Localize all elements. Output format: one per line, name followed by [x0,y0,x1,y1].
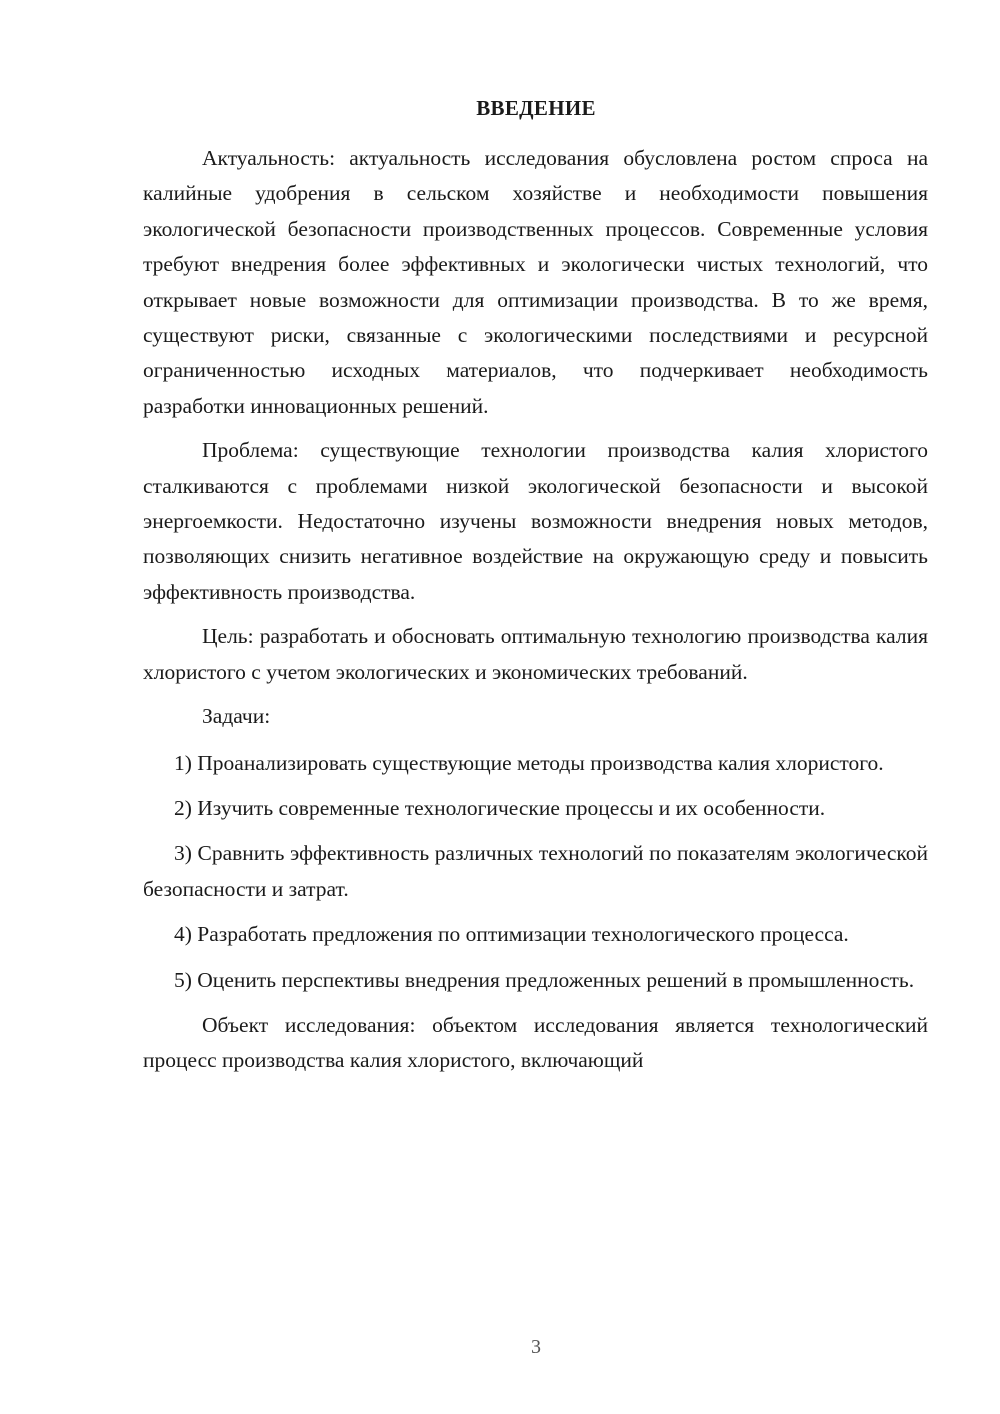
paragraph-relevance: Актуальность: актуальность исследования обусловлена ростом спроса на калийные удобрения в сельском хозяйстве и необходимости повышения экологической безопасности производственных процессов. Современные условия требуют внедрения более эффективных и экологически чистых технологий, что открывает новые возможности для оптимизации производства. В то же время, существуют риски, связанные с экологическими последствиями и ресурсной ограниченностью исходных материалов, что подчеркивает необходимость разработки инновационных решений. [143,146,928,418]
paragraph-problem: Проблема: существующие технологии производства калия хлористого сталкиваются с проблемами низкой экологической безопасности и высокой энергоемкости. Недостаточно изучены возможности внедрения новых методов, позволяющих снизить негативное воздействие на окружающую среду и повысить эффективность производства. [143,438,928,604]
task-item: 4) Разработать предложения по оптимизации технологического процесса. [174,922,849,947]
paragraph-goal: Цель: разработать и обосновать оптимальную технологию производства калия хлористого с учетом экологических и экономических требований. [143,624,928,684]
task-item: 3) Сравнить эффективность различных технологий по показателям экологической безопасности и затрат. [143,841,928,901]
task-item: 2) Изучить современные технологические процессы и их особенности. [174,795,826,820]
paragraph-tasks-heading: Задачи: [202,704,271,729]
task-item: 1) Проанализировать существующие методы производства калия хлористого. [174,750,884,775]
document-body [143,141,928,1088]
task-item: 5) Оценить перспективы внедрения предложенных решений в промышленность. [174,967,915,992]
page-number: 3 [531,1336,541,1358]
paragraph-object: Объект исследования: объектом исследования является технологический процесс производства калия хлористого, включающий [143,1012,928,1073]
page-title: ВВЕДЕНИЕ [476,96,596,120]
